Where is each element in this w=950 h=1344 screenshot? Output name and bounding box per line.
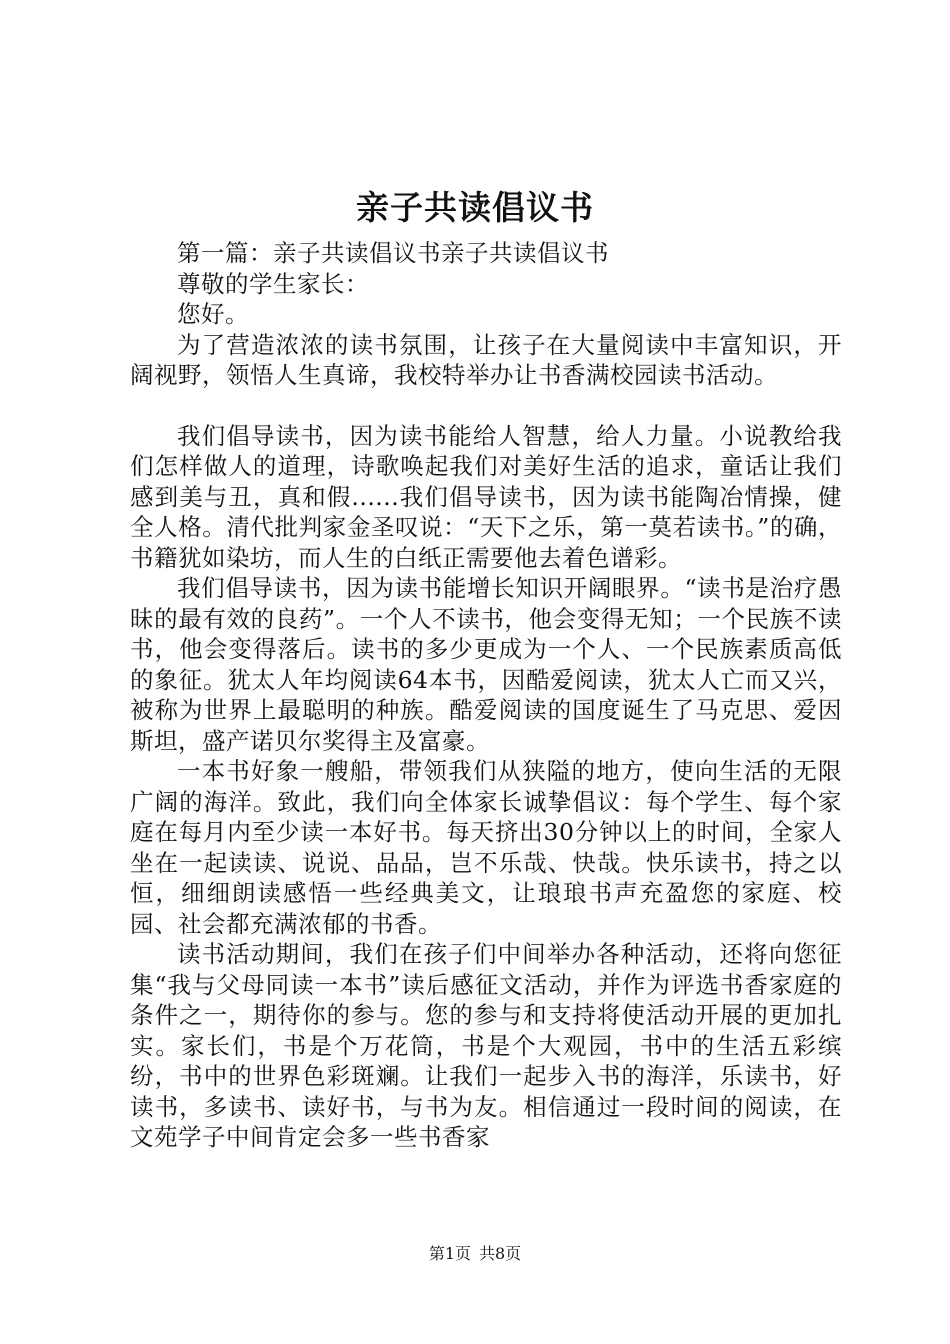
- page-title: 亲子共读倡议书: [356, 188, 594, 227]
- paragraph-salutation: 尊敬的学生家长：: [177, 269, 369, 298]
- paragraph-proposal: 一本书好象一艘船，带领我们从狭隘的地方，使向生活的无限广阔的海洋。致此，我们向全体家长诚挚倡议：每个学生、每个家庭在每月内至少读一本好书。每天挤出30分钟以上的时间，全家人坐在一起读读、说说、品品，岂不乐哉、快哉。快乐读书，持之以恒，细细朗读感悟一些经典美文，让琅琅书声充盈您的家庭、校园、社会都充满浓郁的书香。: [130, 757, 842, 938]
- page-total: 共8页: [479, 1244, 522, 1263]
- paragraph-wisdom: 我们倡导读书，因为读书能给人智慧，给人力量。小说教给我们怎样做人的道理，诗歌唤起我们对美好生活的追求，童话让我们感到美与丑，真和假......我们倡导读书，因为读书能陶冶情操，健全人格。清代批判家金圣叹说：“天下之乐，第一莫若读书。”的确，书籍犹如染坊，而人生的白纸正需要他去着色谱彩。: [130, 421, 842, 572]
- paragraph-heading: 第一篇：亲子共读倡议书亲子共读倡议书: [177, 239, 609, 267]
- paragraph-greeting: 您好。: [177, 300, 249, 328]
- paragraph-knowledge: 我们倡导读书，因为读书能增长知识开阔眼界。“读书是治疗愚昧的最有效的良药”。一个人不读书，他会变得无知；一个民族不读书，他会变得落后。读书的多少更成为一个人、一个民族素质高低的象征。犹太人年均阅读64本书，因酷爱阅读，犹太人亡而又兴，被称为世界上最聪明的种族。酷爱阅读的国度诞生了马克思、爱因斯坦，盛产诺贝尔奖得主及富豪。: [130, 574, 842, 755]
- page-number: 第1页: [428, 1244, 471, 1263]
- page-footer: [0, 1243, 950, 1265]
- paragraph-activities: 读书活动期间，我们在孩子们中间举办各种活动，还将向您征集“我与父母同读一本书”读后感征文活动，并作为评选书香家庭的条件之一，期待你的参与。您的参与和支持将使活动开展的更加扎实。家长们，书是个万花筒，书是个大观园，书中的生活五彩缤纷，书中的世界色彩斑斓。让我们一起步入书的海洋，乐读书，好读书，多读书、读好书，与书为友。相信通过一段时间的阅读，在文苑学子中间肯定会多一些书香家: [130, 940, 842, 1151]
- document-body: [130, 238, 842, 1153]
- paragraph-intro: 为了营造浓浓的读书氛围，让孩子在大量阅读中丰富知识，开阔视野，领悟人生真谛，我校特举办让书香满校园读书活动。: [130, 330, 842, 389]
